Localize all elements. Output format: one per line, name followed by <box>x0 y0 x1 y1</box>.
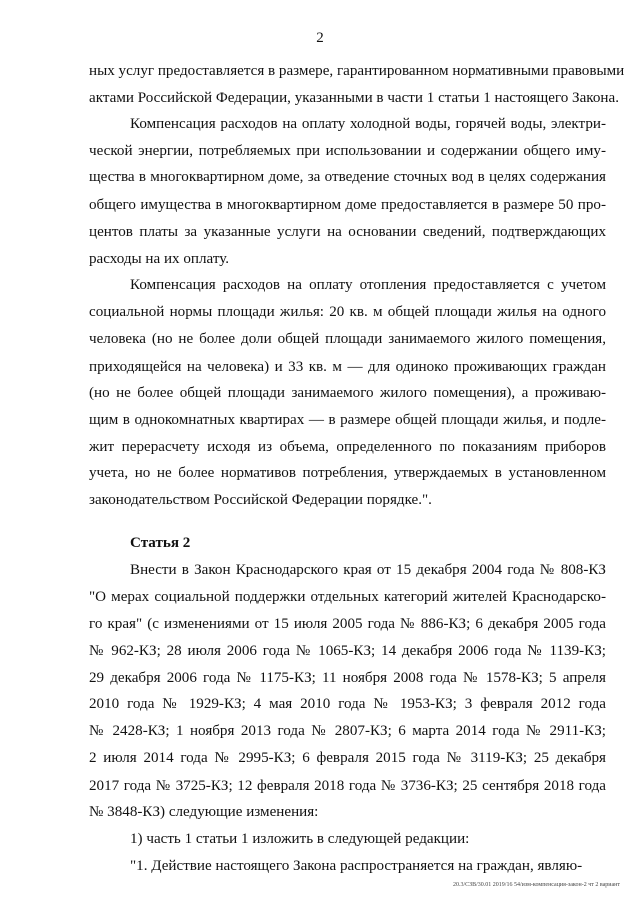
text-line: 29 декабря 2006 года № 1175-КЗ; 11 ноября 2008 года № 1578-КЗ; 5 апреля <box>89 670 606 686</box>
text-line: учета, но не более нормативов потребления, утверждаемых в установленном <box>89 465 606 481</box>
text-line: человека (но не более доли общей площади занимаемого жилого помещения, <box>89 331 606 347</box>
text-line: № 3848-КЗ) следующие изменения: <box>89 804 319 820</box>
paragraph-5: 1) часть 1 статьи 1 изложить в следующей редакции: <box>130 831 470 847</box>
text-line: приходящейся на человека) и 33 кв. м — для одиноко проживающих граждан <box>89 359 606 375</box>
text-line: актами Российской Федерации, указанными в части 1 статьи 1 настоящего Закона. <box>89 90 619 106</box>
text-line: расходы на их оплату. <box>89 251 230 267</box>
text-line: общего имущества в многоквартирном доме предоставляется в размере 50 про- <box>89 197 606 213</box>
text-line: центов платы за указанные услуги на основании сведений, подтверждающих <box>89 224 606 240</box>
paragraph-6: "1. Действие настоящего Закона распространяется на граждан, являю- <box>130 858 583 874</box>
footer-stamp: 20.3/СЗВ/30.01 2019/16 54/изм-компенсация-закон-2 чт 2 вариант <box>452 882 620 888</box>
text-line: го края" (с изменениями от 15 июля 2005 года № 886-КЗ; 6 декабря 2005 года <box>89 616 606 632</box>
text-line: щества в многоквартирном доме, за отведение сточных вод в целях содержания <box>89 169 606 185</box>
text-line: (но не более общей площади занимаемого жилого помещения), а проживаю- <box>89 385 606 401</box>
text-line: № 962-КЗ; 28 июля 2006 года № 1065-КЗ; 14 декабря 2006 года № 1139-КЗ; <box>89 643 606 659</box>
text-line: Компенсация расходов на оплату холодной воды, горячей воды, электри- <box>130 116 606 132</box>
text-line: жит перерасчету исходя из объема, определенного по показаниям приборов <box>89 439 606 455</box>
text-line: 2017 года № 3725-КЗ; 12 февраля 2018 года № 3736-КЗ; 25 сентября 2018 года <box>89 778 606 794</box>
text-line: законодательством Российской Федерации порядке.". <box>89 492 432 508</box>
article-2-heading: Статья 2 <box>130 535 191 551</box>
text-line: 2 июля 2014 года № 2995-КЗ; 6 февраля 2015 года № 3119-КЗ; 25 декабря <box>89 750 606 766</box>
text-line: "О мерах социальной поддержки отдельных категорий жителей Краснодарско- <box>89 589 606 605</box>
text-line: № 2428-КЗ; 1 ноября 2013 года № 2807-КЗ; 6 марта 2014 года № 2911-КЗ; <box>89 723 606 739</box>
text-line: 2010 года № 1929-КЗ; 4 мая 2010 года № 1953-КЗ; 3 февраля 2012 года <box>89 696 606 712</box>
text-line: щим в однокомнатных квартирах — в размере общей площади жилья, и подле- <box>89 412 606 428</box>
text-line: социальной нормы площади жилья: 20 кв. м общей площади жилья на одного <box>89 304 606 320</box>
page-number: 2 <box>316 30 324 46</box>
text-line: ческой энергии, потребляемых при использовании и содержании общего иму- <box>89 143 606 159</box>
text-line: Внести в Закон Краснодарского края от 15 декабря 2004 года № 808-КЗ <box>130 562 606 578</box>
text-line: ных услуг предоставляется в размере, гарантированном нормативными правовыми <box>89 63 625 79</box>
text-line: Компенсация расходов на оплату отопления предоставляется с учетом <box>130 277 606 293</box>
